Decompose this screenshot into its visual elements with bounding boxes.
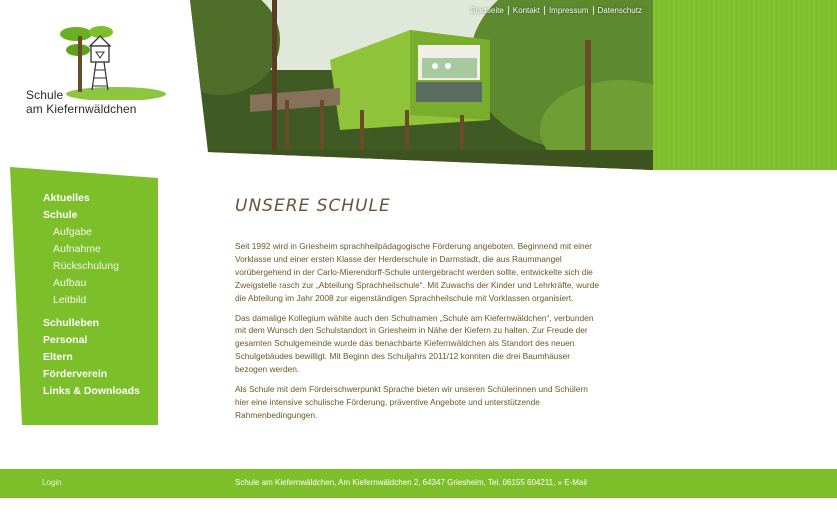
topnav-kontakt[interactable]: Kontakt bbox=[508, 6, 544, 15]
sidebar-item-schulleben[interactable]: Schulleben bbox=[43, 317, 100, 329]
sidebar bbox=[10, 167, 158, 425]
logo-text-line1: Schule bbox=[26, 88, 64, 102]
login-link[interactable]: Login bbox=[42, 478, 62, 487]
footer-address-text: Schule am Kiefernwäldchen, Am Kiefernwäldchen 2, 64347 Griesheim, Tel. 06155 604211, bbox=[235, 478, 558, 487]
content-paragraph: Als Schule mit dem Förderschwerpunkt Sprache bieten wir unseren Schülerinnen und Schülern hier eine intensive schulische Förderung, präventive Angebote und unterstützende Rahmenbedingungen. bbox=[235, 384, 588, 420]
sidebar-item-aufgabe[interactable]: Aufgabe bbox=[53, 226, 93, 238]
topnav-impressum[interactable]: Impressum bbox=[544, 6, 593, 15]
top-navigation bbox=[466, 6, 646, 15]
sidebar-item-eltern[interactable]: Eltern bbox=[43, 351, 73, 363]
logo-text-line2: am Kiefernwäldchen bbox=[26, 102, 137, 116]
footer bbox=[0, 469, 837, 498]
page-bottom bbox=[0, 498, 837, 525]
sidebar-item-aufnahme[interactable]: Aufnahme bbox=[53, 243, 101, 255]
content-paragraph: Das damalige Kollegium wählte auch den Schulnamen „Schule am Kiefernwäldchen“, verbunden mit dem Wunsch den Schulstandort in Griesheim in Nähe der Kiefern zu halten. Zur Freude der gesamten Schulgemeinde wurde das benachbarte Kiefernwäldchen als Standort des neuen Schulgebäudes bewilligt. Mit Beginn des Schuljahrs 2011/12 konnten die drei Baumhäuser bezogen werden. bbox=[235, 312, 594, 375]
sidebar-item-leitbild[interactable]: Leitbild bbox=[53, 294, 87, 306]
footer-address bbox=[235, 478, 587, 487]
sidebar-item-schule[interactable]: Schule bbox=[43, 209, 78, 221]
sidebar-item-links-downloads[interactable]: Links & Downloads bbox=[43, 385, 140, 397]
sidebar-item-foerderverein[interactable]: Förderverein bbox=[43, 368, 108, 380]
main-content bbox=[235, 240, 601, 429]
page-title: UNSERE SCHULE bbox=[235, 196, 391, 216]
sidebar-item-rueckschulung[interactable]: Rückschulung bbox=[53, 260, 119, 272]
header-green-panel bbox=[653, 0, 837, 170]
email-link[interactable]: » E-Mail bbox=[557, 478, 587, 487]
topnav-startseite[interactable]: Startseite bbox=[470, 6, 504, 15]
sidebar-menu bbox=[43, 190, 163, 400]
school-logo[interactable] bbox=[18, 20, 178, 120]
sidebar-item-aktuelles[interactable]: Aktuelles bbox=[43, 192, 90, 204]
content-paragraph: Seit 1992 wird in Griesheim sprachheilpädagogische Förderung angeboten. Beginnend mit einer Vorklasse und einer ersten Klasse der Herderschule in Darmstadt, die aus Raummangel vorübergehend in der Carlo-Mierendorff-Schule untergebracht werden sollte, entwickelte sich die Zweigstelle rasch zur „Abteilung Sprachheilschule“. Mit Zuwachs der Kinder und Lehrkräfte, wurde die Abteilung im Jahr 2008 zur eigenständigen Sprachheilschule mit Vorklassen organisiert. bbox=[235, 241, 600, 303]
sidebar-item-aufbau[interactable]: Aufbau bbox=[53, 277, 87, 289]
topnav-datenschutz[interactable]: Datenschutz bbox=[593, 6, 646, 15]
sidebar-item-personal[interactable]: Personal bbox=[43, 334, 88, 346]
header-photo bbox=[190, 0, 653, 170]
